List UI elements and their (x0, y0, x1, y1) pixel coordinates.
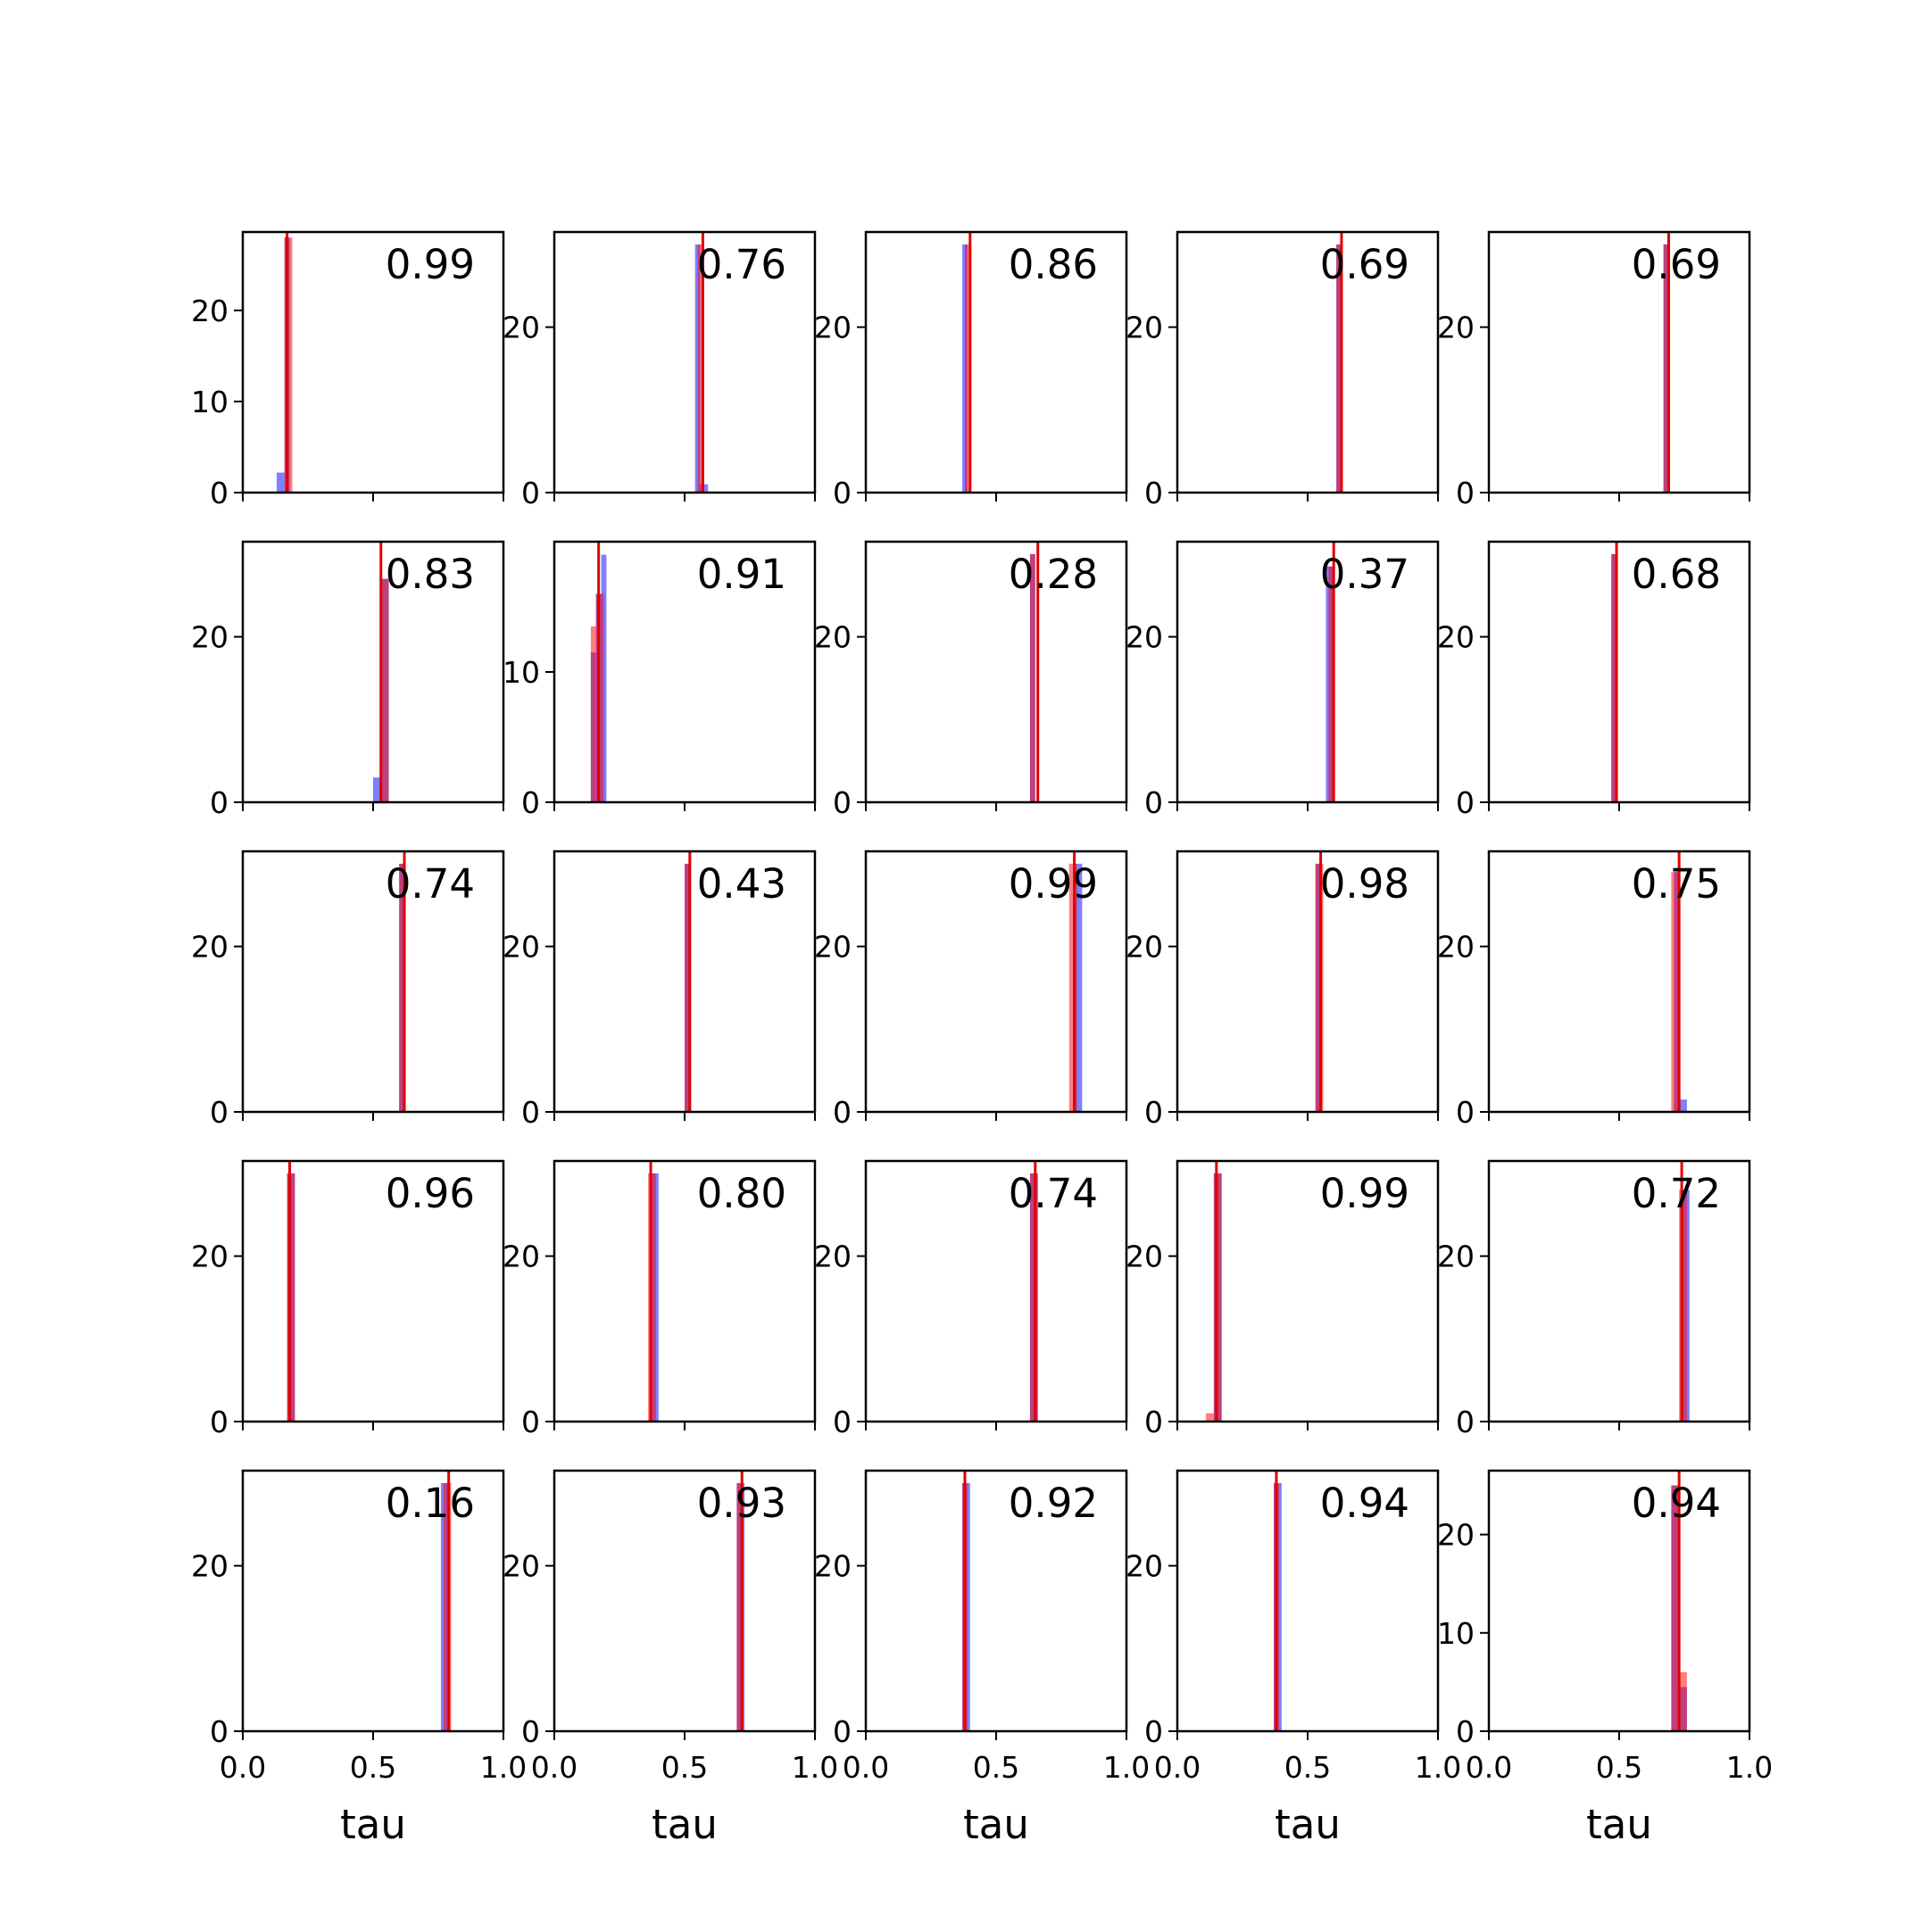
y-tick-label: 0 (1456, 785, 1475, 820)
panel-value-label: 0.75 (1631, 860, 1721, 908)
panel-value-label: 0.99 (385, 241, 475, 288)
y-tick-label: 0 (521, 1095, 540, 1130)
panel-value-label: 0.94 (1319, 1480, 1409, 1527)
y-tick-label: 0 (210, 476, 229, 510)
y-tick-label: 0 (1456, 1095, 1475, 1130)
y-tick-label: 0 (521, 476, 540, 510)
panel-value-label: 0.96 (385, 1170, 475, 1217)
subplot-r4-c4 (1437, 1471, 1773, 1848)
y-tick-label: 0 (521, 1405, 540, 1439)
y-tick-label: 20 (1126, 1548, 1163, 1584)
y-tick-label: 20 (1437, 1517, 1475, 1553)
y-tick-label: 20 (814, 1239, 852, 1274)
x-axis-label: tau (1586, 1801, 1652, 1848)
panel-value-label: 0.74 (1008, 1170, 1098, 1217)
y-tick-label: 0 (210, 785, 229, 820)
panel-value-label: 0.86 (1008, 241, 1098, 288)
panel-value-label: 0.91 (696, 551, 786, 598)
y-tick-label: 0 (210, 1714, 229, 1749)
y-tick-label: 0 (1456, 1405, 1475, 1439)
panel-value-label: 0.69 (1319, 241, 1409, 288)
x-axis-label: tau (652, 1801, 718, 1848)
y-tick-label: 20 (191, 929, 229, 965)
y-tick-label: 0 (1456, 1714, 1475, 1749)
panel-value-label: 0.43 (696, 860, 786, 908)
panel-value-label: 0.94 (1631, 1480, 1721, 1527)
subplot-r3-c0 (191, 1161, 503, 1439)
y-tick-label: 20 (1437, 1239, 1475, 1274)
panel-value-label: 0.69 (1631, 241, 1721, 288)
subplot-r1-c4 (1437, 542, 1749, 820)
panel-value-label: 0.99 (1008, 860, 1098, 908)
y-tick-label: 10 (1437, 1615, 1475, 1651)
y-tick-label: 20 (1126, 310, 1163, 345)
y-tick-label: 20 (814, 929, 852, 965)
subplot-r4-c0 (191, 1471, 527, 1848)
y-tick-label: 20 (1437, 619, 1475, 655)
y-tick-label: 20 (503, 310, 540, 345)
subplot-r0-c2 (814, 232, 1126, 510)
x-tick-label: 1.0 (479, 1750, 528, 1785)
panel-value-label: 0.93 (696, 1480, 786, 1527)
y-tick-label: 0 (1456, 476, 1475, 510)
x-tick-label: 0.0 (219, 1750, 267, 1785)
y-tick-label: 0 (833, 1095, 852, 1130)
y-tick-label: 20 (503, 1548, 540, 1584)
y-tick-label: 0 (833, 785, 852, 820)
panel-value-label: 0.37 (1319, 551, 1409, 598)
subplot-r1-c2 (814, 542, 1126, 820)
x-tick-label: 0.5 (661, 1750, 709, 1785)
x-tick-label: 0.0 (842, 1750, 890, 1785)
subplot-r0-c0 (191, 232, 503, 510)
x-axis-label: tau (1275, 1801, 1341, 1848)
red-hist-bar-0 (591, 626, 596, 802)
blue-hist-bar-0 (277, 473, 285, 493)
y-tick-label: 20 (814, 1548, 852, 1584)
subplot-r1-c3 (1126, 542, 1438, 820)
y-tick-label: 20 (191, 1239, 229, 1274)
x-tick-label: 0.5 (349, 1750, 397, 1785)
y-tick-label: 0 (1144, 1095, 1163, 1130)
subplot-r3-c2 (814, 1161, 1126, 1439)
panel-value-label: 0.99 (1319, 1170, 1409, 1217)
y-tick-label: 20 (814, 310, 852, 345)
y-tick-label: 0 (1144, 785, 1163, 820)
subplot-r3-c4 (1437, 1161, 1749, 1439)
x-axis-label: tau (340, 1801, 406, 1848)
y-tick-label: 0 (521, 785, 540, 820)
x-tick-label: 0.5 (1595, 1750, 1643, 1785)
y-tick-label: 20 (1126, 929, 1163, 965)
y-tick-label: 10 (191, 384, 229, 419)
panel-value-label: 0.92 (1008, 1480, 1098, 1527)
red-hist-bar-0 (1206, 1414, 1214, 1422)
y-tick-label: 20 (191, 619, 229, 655)
y-tick-label: 10 (503, 655, 540, 690)
subplot-r2-c1 (503, 851, 815, 1130)
subplot-r4-c3 (1126, 1471, 1461, 1848)
y-tick-label: 0 (210, 1095, 229, 1130)
y-tick-label: 0 (833, 1405, 852, 1439)
y-tick-label: 0 (1144, 1405, 1163, 1439)
panel-value-label: 0.28 (1008, 551, 1098, 598)
y-tick-label: 20 (1437, 310, 1475, 345)
x-tick-label: 1.0 (1414, 1750, 1462, 1785)
panel-value-label: 0.83 (385, 551, 475, 598)
x-tick-label: 0.5 (1284, 1750, 1332, 1785)
y-tick-label: 0 (521, 1714, 540, 1749)
subplot-r1-c0 (191, 542, 503, 820)
y-tick-label: 20 (503, 929, 540, 965)
y-tick-label: 20 (814, 619, 852, 655)
x-tick-label: 1.0 (1725, 1750, 1774, 1785)
y-tick-label: 0 (833, 476, 852, 510)
x-tick-label: 0.0 (530, 1750, 578, 1785)
subplot-r0-c1 (503, 232, 815, 510)
subplot-r0-c3 (1126, 232, 1438, 510)
subplot-r1-c1 (503, 542, 815, 820)
x-tick-label: 0.5 (972, 1750, 1020, 1785)
y-tick-label: 20 (191, 1548, 229, 1584)
x-tick-label: 0.0 (1465, 1750, 1513, 1785)
y-tick-label: 20 (1437, 929, 1475, 965)
y-tick-label: 0 (210, 1405, 229, 1439)
panel-value-label: 0.74 (385, 860, 475, 908)
x-tick-label: 0.0 (1153, 1750, 1201, 1785)
subplot-r3-c3 (1126, 1161, 1438, 1439)
subplot-r2-c3 (1126, 851, 1438, 1130)
subplot-r2-c0 (191, 851, 503, 1130)
panel-value-label: 0.76 (696, 241, 786, 288)
y-tick-label: 20 (1126, 619, 1163, 655)
y-tick-label: 20 (1126, 1239, 1163, 1274)
subplot-r4-c1 (503, 1471, 838, 1848)
subplot-r3-c1 (503, 1161, 815, 1439)
y-tick-label: 20 (503, 1239, 540, 1274)
panel-value-label: 0.16 (385, 1480, 475, 1527)
panel-value-label: 0.80 (696, 1170, 786, 1217)
y-tick-label: 0 (833, 1714, 852, 1749)
y-tick-label: 0 (1144, 476, 1163, 510)
panel-value-label: 0.72 (1631, 1170, 1721, 1217)
y-tick-label: 20 (191, 293, 229, 328)
subplot-r4-c2 (814, 1471, 1150, 1848)
x-tick-label: 1.0 (1102, 1750, 1151, 1785)
x-axis-label: tau (963, 1801, 1029, 1848)
panel-value-label: 0.98 (1319, 860, 1409, 908)
subplot-r2-c4 (1437, 851, 1749, 1130)
subplot-r2-c2 (814, 851, 1126, 1130)
panel-value-label: 0.68 (1631, 551, 1721, 598)
subplot-r0-c4 (1437, 232, 1749, 510)
x-tick-label: 1.0 (791, 1750, 839, 1785)
y-tick-label: 0 (1144, 1714, 1163, 1749)
